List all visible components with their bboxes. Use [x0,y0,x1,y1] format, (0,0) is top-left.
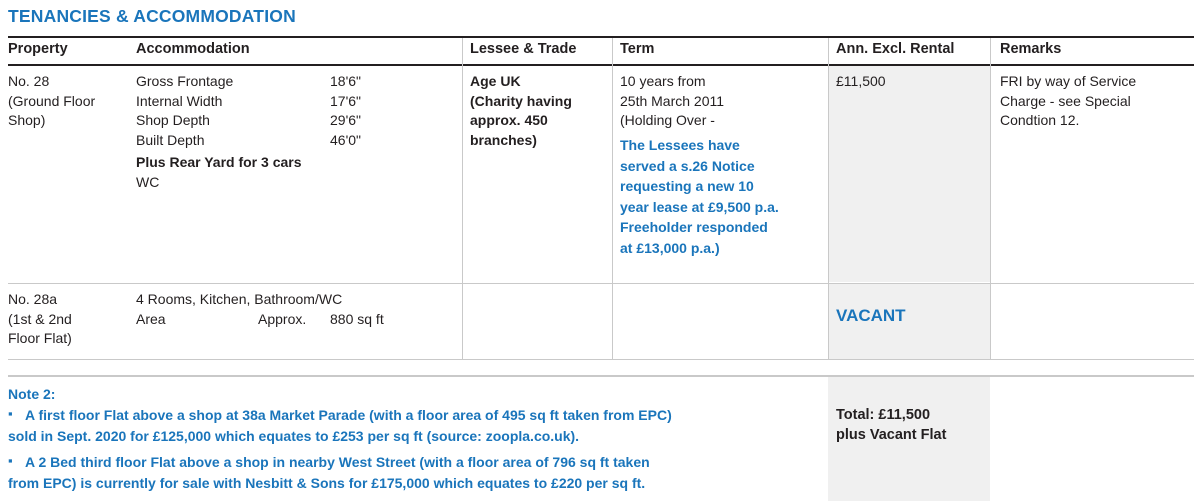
row1-accom-label-0: Gross Frontage [136,73,234,89]
row2-accom-line1: 4 Rooms, Kitchen, Bathroom/WC [136,291,343,307]
note-bullet1-line2: sold in Sept. 2020 for £125,000 which equates to £253 per sq ft (source: zoopla.co.uk). [8,428,580,444]
row1-lessee-line2: (Charity having [470,92,572,109]
column-divider-rental-left [828,38,829,360]
column-header-remarks: Remarks [1000,41,1062,57]
note-bullet2-line2: from EPC) is currently for sale with Nesbitt & Sons for £175,000 which equates to £220 per sq ft. [8,475,646,491]
row2-property-line3: Floor Flat) [8,330,72,346]
row2-accom-area-value: 880 sq ft [330,310,384,327]
header-rule-bottom [8,64,1194,66]
row1-term-notice-line6: at £13,000 p.a.) [620,239,720,256]
rental-column-shade-row1 [828,66,990,282]
row1-accom-value-1: 17'6" [330,92,362,109]
row1-term-notice-line1: The Lessees have [620,137,740,153]
total-line2: plus Vacant Flat [836,427,947,443]
note-bullet2-line1: A 2 Bed third floor Flat above a shop in nearby West Street (with a floor area of 796 sq ft taken [25,454,650,470]
row1-remarks-line3: Condtion 12. [1000,112,1080,128]
column-header-term: Term [620,41,655,57]
note-bullet1-line1: A first floor Flat above a shop at 38a Market Parade (with a floor area of 495 sq ft taken from EPC) [25,407,672,423]
row1-accom-label-3: Built Depth [136,131,205,148]
row-divider-2 [8,359,1194,360]
total-line1: Total: £11,500 [836,407,931,423]
row2-rental-vacant: VACANT [836,306,906,325]
column-divider-term [612,38,613,360]
row1-term-notice-line3: requesting a new 10 [620,178,754,194]
row1-lessee-line1: Age UK [470,73,521,89]
row1-accom-value-2: 29'6" [330,112,362,128]
row1-term-notice-line5: Freeholder responded [620,219,768,235]
note-top-rule [8,375,1194,377]
column-header-property: Property [8,41,68,57]
row2-accom-area-label: Area [136,310,166,327]
row1-lessee-line3: approx. 450 [470,112,548,128]
row1-rental: £11,500 [836,73,886,89]
table-header-row [0,38,1200,64]
row2-property-line2: (1st & 2nd [8,310,72,327]
row1-remarks-line1: FRI by way of Service [1000,73,1137,89]
row1-property-line3: Shop) [8,112,46,128]
column-divider-lessee [462,38,463,360]
column-header-accommodation: Accommodation [136,41,250,57]
column-divider-rental-right [990,38,991,360]
row1-property-line2: (Ground Floor [8,92,96,109]
row1-accom-value-3: 46'0" [330,131,362,148]
row1-term-notice-line2: served a s.26 Notice [620,157,755,174]
row1-lessee-line4: branches) [470,131,537,148]
row2-property-line1: No. 28a [8,291,58,307]
row1-term-line1: 10 years from [620,73,706,89]
row1-accom-value-0: 18'6" [330,73,362,89]
note-bullet-glyph-2: ▪ [8,453,13,468]
page-title: TENANCIES & ACCOMMODATION [8,6,296,26]
row1-accom-label-2: Shop Depth [136,112,210,128]
row1-property-line1: No. 28 [8,73,50,89]
column-header-rental: Ann. Excl. Rental [836,41,955,57]
row2-accom-area-approx: Approx. [258,310,307,327]
row1-accom-label-1: Internal Width [136,92,223,109]
row1-remarks-line2: Charge - see Special [1000,92,1131,109]
note-bullet-glyph-1: ▪ [8,406,13,421]
row1-term-line2: 25th March 2011 [620,92,725,109]
row1-accom-wc: WC [136,174,160,190]
row1-term-notice-line4: year lease at £9,500 p.a. [620,198,779,215]
column-header-lessee: Lessee & Trade [470,41,577,57]
row1-accom-rear-yard: Plus Rear Yard for 3 cars [136,154,302,170]
note-heading: Note 2: [8,386,56,402]
row1-term-line3: (Holding Over - [620,112,715,128]
row-divider-1 [8,283,1194,284]
